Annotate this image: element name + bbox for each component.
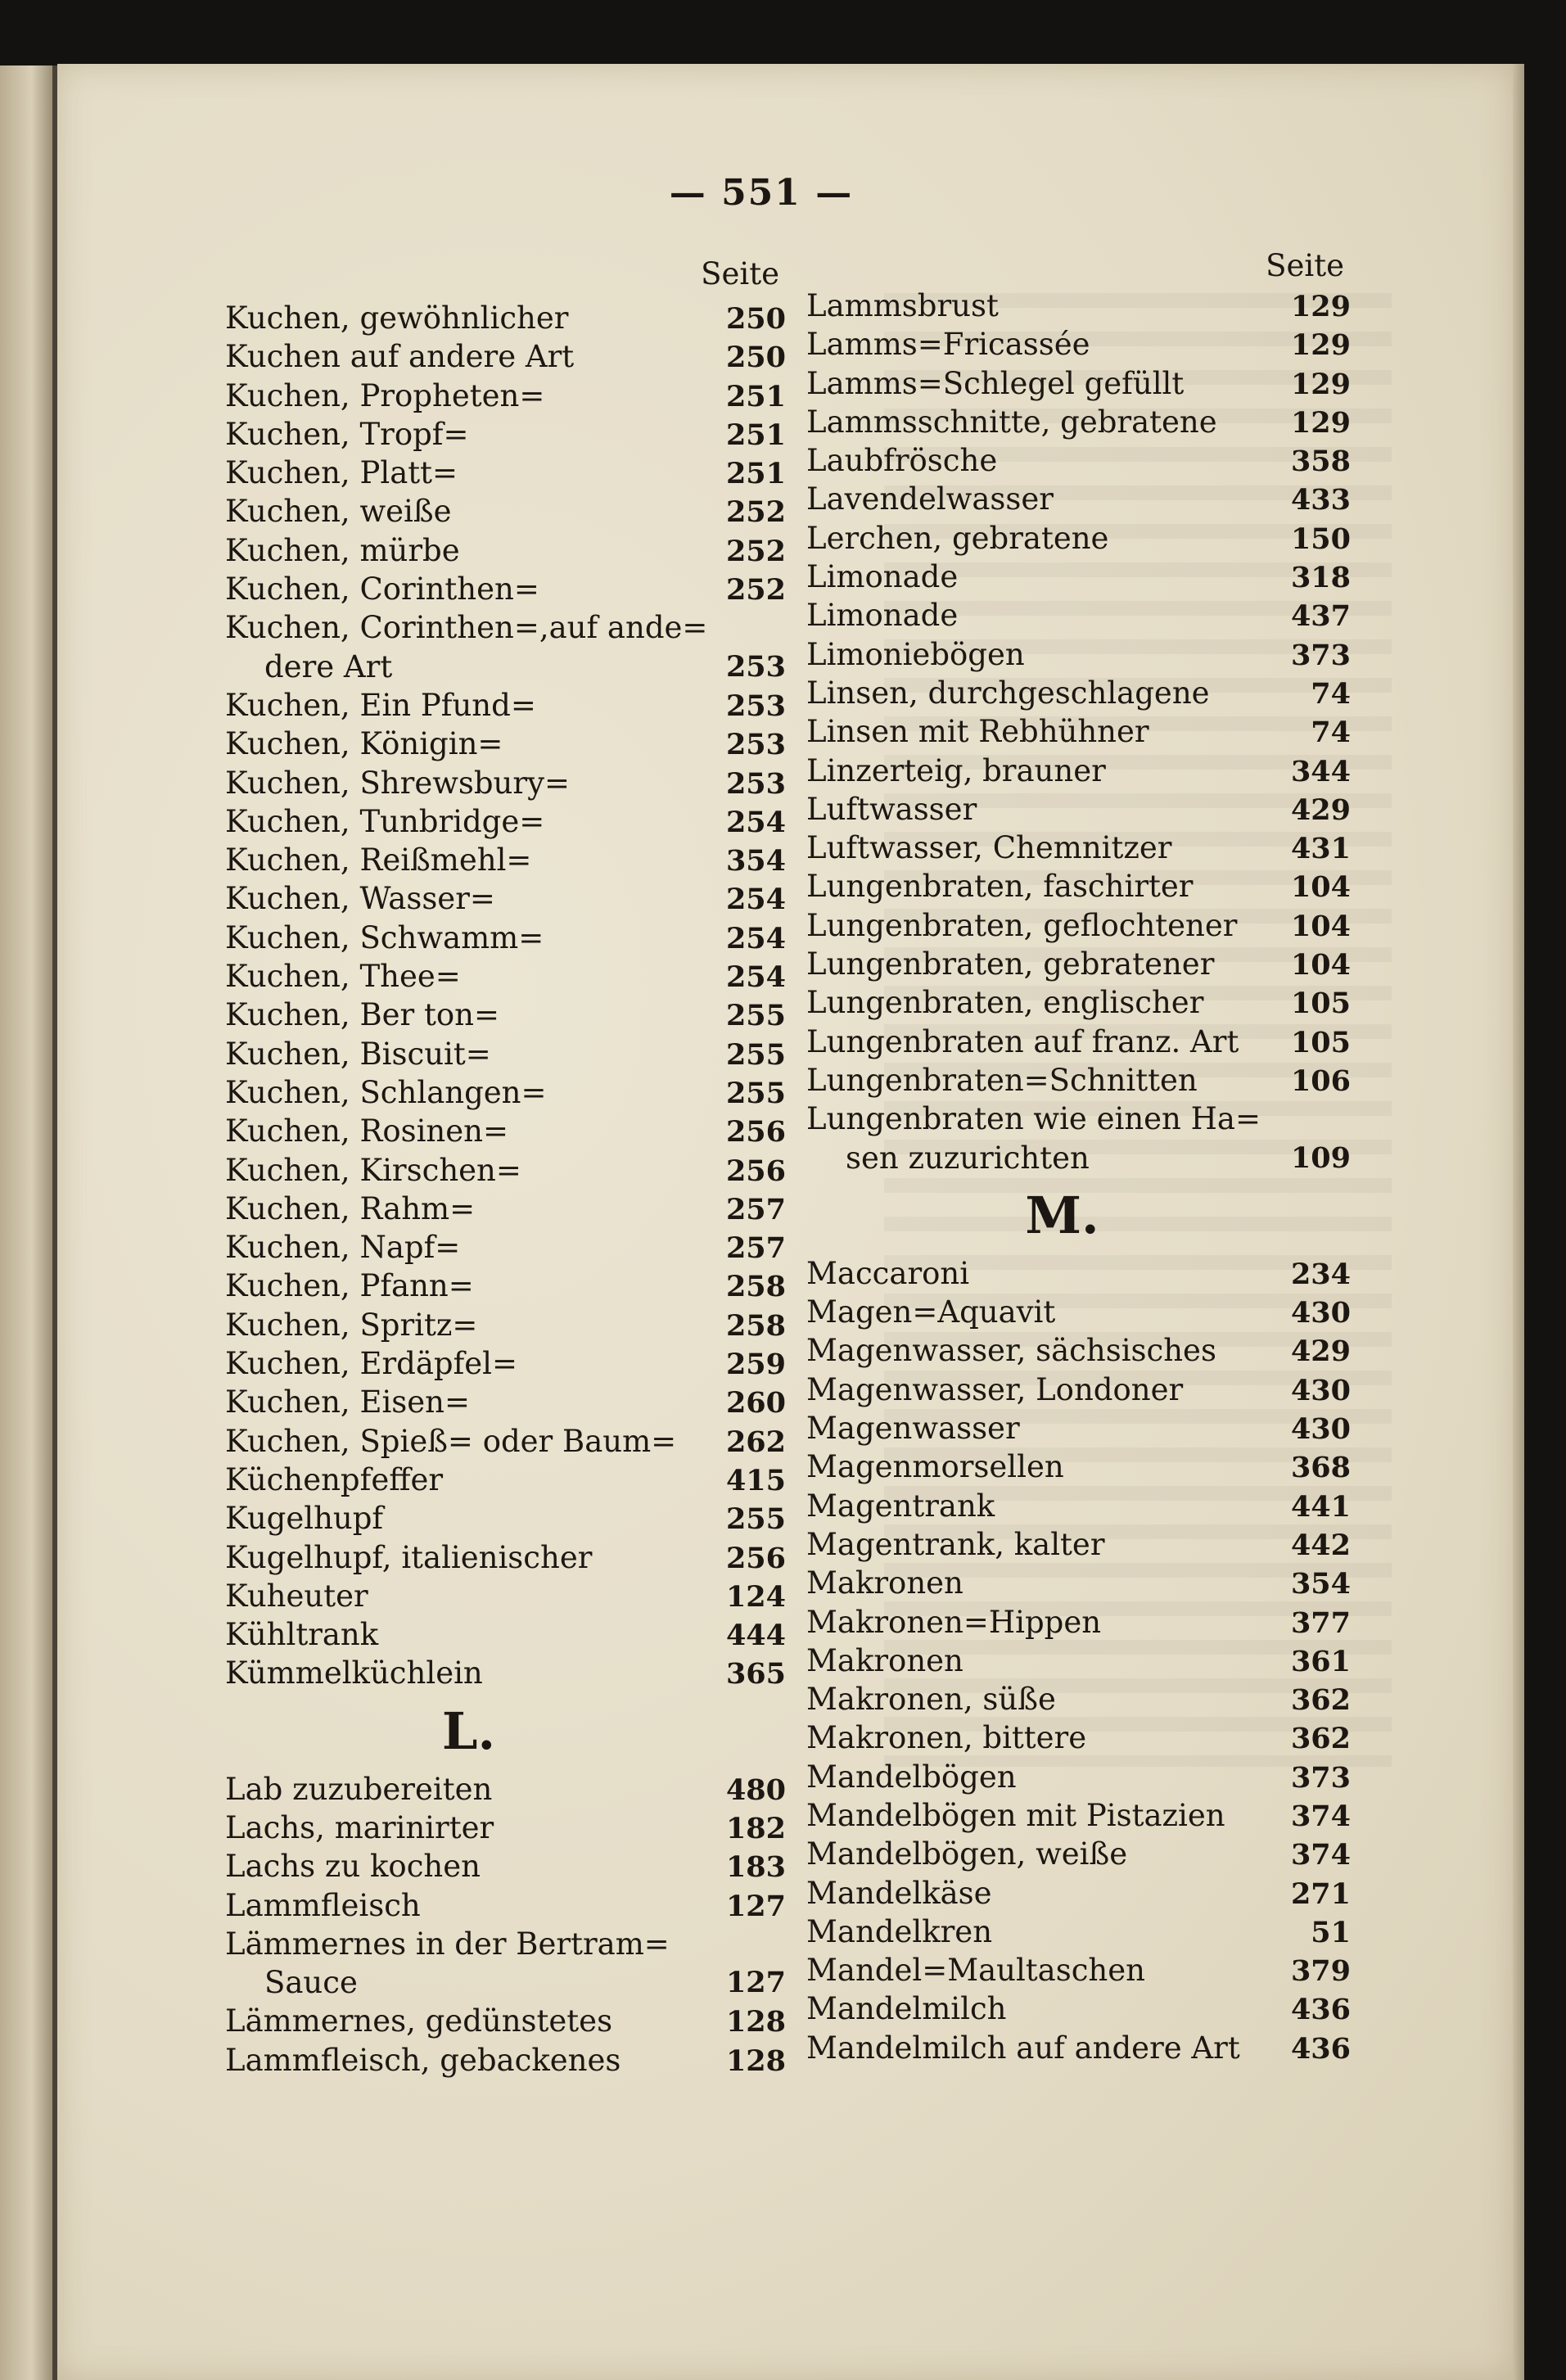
entry-page: 442 <box>1290 1528 1351 1562</box>
entry-list <box>806 287 1351 1177</box>
entry-term: Mandelkäse <box>806 1875 992 1911</box>
entry-term: Kuchen, Schlangen= <box>225 1074 547 1110</box>
entry-page: 318 <box>1290 561 1351 595</box>
entry-page: 128 <box>725 2044 786 2078</box>
entry-page: 362 <box>1290 1722 1351 1756</box>
entry-term: Lavendelwasser <box>806 481 1054 517</box>
index-entry <box>806 403 1351 441</box>
entry-term: Lammsbrust <box>806 288 999 323</box>
entry-page: 255 <box>725 1502 786 1537</box>
entry-term: Kuchen, Propheten= <box>225 377 545 413</box>
entry-page: 129 <box>1290 405 1351 440</box>
entry-term: Luftwasser <box>806 791 977 827</box>
entry-page: 365 <box>725 1657 786 1691</box>
entry-page: 253 <box>725 649 786 684</box>
entry-page: 441 <box>1290 1489 1351 1524</box>
seite-header-left: Seite <box>701 256 779 291</box>
entry-page: 255 <box>725 999 786 1033</box>
index-entry <box>806 1061 1351 1100</box>
index-entry <box>806 1874 1351 1913</box>
entry-page: 271 <box>1290 1876 1351 1911</box>
entry-term: Kuchen, Rosinen= <box>225 1113 508 1149</box>
entry-term: Kuchen, Rahm= <box>225 1190 476 1226</box>
entry-list <box>225 299 786 1693</box>
index-entry <box>225 1383 786 1421</box>
entry-term: Lungenbraten auf franz. Art <box>806 1023 1239 1059</box>
entry-term: Kuchen, Shrewsbury= <box>225 765 570 801</box>
entry-page: 256 <box>725 1154 786 1188</box>
entry-term-line1: Kuchen, Corinthen=,auf ande= <box>225 610 708 646</box>
entry-page: 129 <box>1290 328 1351 363</box>
index-entry <box>225 1461 786 1499</box>
entry-term: Kuchen, Ein Pfund= <box>225 687 536 723</box>
entry-term: Kuchen, Spritz= <box>225 1307 478 1343</box>
entry-term: Kuchen, Eisen= <box>225 1384 471 1420</box>
entry-page: 104 <box>1290 948 1351 982</box>
facing-page-edge <box>0 65 57 2380</box>
entry-page: 127 <box>725 1966 786 2000</box>
entry-page: 430 <box>1290 1296 1351 1330</box>
entry-term: Lamms=Schlegel gefüllt <box>806 365 1185 401</box>
index-entry <box>806 867 1351 905</box>
index-entry <box>806 441 1351 480</box>
entry-term-line2: dere Art <box>264 648 393 684</box>
index-entry <box>225 764 786 802</box>
entry-term: Kuchen, Reißmehl= <box>225 842 532 878</box>
entry-term-line2: sen zuzurichten <box>846 1140 1090 1176</box>
entry-page: 257 <box>725 1231 786 1266</box>
entry-page: 252 <box>725 534 786 568</box>
entry-term: Magenwasser, Londoner <box>806 1371 1184 1407</box>
entry-term: Mandelbögen <box>806 1759 1017 1795</box>
entry-page: 374 <box>1290 1799 1351 1833</box>
index-entry <box>806 712 1351 751</box>
index-entry <box>806 674 1351 712</box>
entry-page: 51 <box>1311 1915 1351 1949</box>
entry-page: 361 <box>1290 1644 1351 1678</box>
entry-term: Luftwasser, Chemnitzer <box>806 830 1172 866</box>
entry-page: 344 <box>1290 754 1351 788</box>
entry-term: Magen=Aquavit <box>806 1294 1056 1330</box>
entry-page: 104 <box>1290 870 1351 905</box>
entry-term: Kuchen, Tunbridge= <box>225 803 545 839</box>
entry-term: Kuchen, Schwamm= <box>225 919 544 955</box>
index-entry-wrapped <box>806 1100 1351 1177</box>
entry-term: Lamms=Fricassée <box>806 327 1090 363</box>
index-entry <box>806 1409 1351 1447</box>
entry-term: Kuchen, gewöhnlicher <box>225 300 569 336</box>
entry-page: 255 <box>725 1076 786 1110</box>
entry-term: Kuchen auf andere Art <box>225 339 575 375</box>
entry-term: Magenmorsellen <box>806 1449 1064 1485</box>
entry-term: Magenwasser <box>806 1411 1020 1447</box>
index-entry <box>225 1499 786 1538</box>
entry-page: 124 <box>725 1579 786 1614</box>
entry-term: Mandelkren <box>806 1913 993 1949</box>
index-entry <box>806 790 1351 829</box>
index-entry <box>225 1073 786 1112</box>
entry-page: 429 <box>1290 793 1351 827</box>
entry-term: Kümmelküchlein <box>225 1655 483 1691</box>
index-entry <box>806 1023 1351 1061</box>
entry-page: 254 <box>725 960 786 995</box>
entry-term: Laubfrösche <box>806 443 998 479</box>
index-entry <box>225 1847 786 1885</box>
index-entry <box>806 364 1351 403</box>
index-entry <box>225 1267 786 1305</box>
entry-term: Makronen, bittere <box>806 1720 1087 1756</box>
entry-page: 257 <box>725 1192 786 1226</box>
entry-term: Magenwasser, sächsisches <box>806 1333 1216 1369</box>
entry-page: 260 <box>725 1386 786 1420</box>
index-entry <box>225 1422 786 1461</box>
entry-page: 129 <box>1290 290 1351 323</box>
index-entry <box>806 325 1351 364</box>
index-entry <box>806 1642 1351 1680</box>
index-entry <box>225 1654 786 1692</box>
index-entry <box>225 996 786 1034</box>
entry-page: 234 <box>1290 1257 1351 1291</box>
entry-page: 258 <box>725 1270 786 1304</box>
entry-page: 429 <box>1290 1335 1351 1369</box>
index-entry <box>806 558 1351 596</box>
entry-page: 183 <box>725 1850 786 1885</box>
index-entry <box>225 957 786 996</box>
index-entry <box>225 1228 786 1267</box>
entry-term: Kuchen, Pfann= <box>225 1268 474 1304</box>
index-entry <box>225 1538 786 1577</box>
entry-term: Kuheuter <box>225 1578 368 1614</box>
entry-page: 109 <box>1290 1140 1351 1175</box>
index-entry <box>806 1525 1351 1564</box>
entry-page: 358 <box>1290 445 1351 479</box>
entry-term: Kugelhupf, italienischer <box>225 1539 593 1575</box>
entry-page: 436 <box>1290 1993 1351 2027</box>
entry-page: 368 <box>1290 1451 1351 1485</box>
index-entry-wrapped <box>225 608 786 686</box>
seite-header-right: Seite <box>1266 248 1344 283</box>
entry-page: 430 <box>1290 1373 1351 1407</box>
entry-page: 354 <box>725 844 786 878</box>
entry-term: Makronen <box>806 1565 964 1601</box>
entry-page: 437 <box>1290 599 1351 634</box>
entry-page: 379 <box>1290 1954 1351 1989</box>
entry-term: Mandelbögen mit Pistazien <box>806 1797 1225 1833</box>
entry-page: 127 <box>725 1889 786 1923</box>
index-entry <box>225 1577 786 1615</box>
index-entry <box>806 1254 1351 1293</box>
index-entry <box>225 492 786 531</box>
entry-page: 373 <box>1290 1760 1351 1795</box>
index-entry <box>806 1487 1351 1525</box>
entry-term: Lammfleisch, gebackenes <box>225 2042 621 2078</box>
entry-term: Limonade <box>806 598 959 634</box>
entry-page: 150 <box>1290 522 1351 556</box>
index-entry <box>225 1344 786 1383</box>
entry-page: 480 <box>725 1773 786 1807</box>
entry-term: Küchenpfeffer <box>225 1461 444 1497</box>
index-entry <box>225 725 786 763</box>
index-entry <box>806 1718 1351 1757</box>
entry-term: Kuchen, Erdäpfel= <box>225 1346 518 1382</box>
entry-page: 105 <box>1290 987 1351 1021</box>
index-entry <box>806 1680 1351 1718</box>
entry-term: Kuchen, Thee= <box>225 959 461 995</box>
index-entry <box>806 983 1351 1022</box>
entry-term: Lammsschnitte, gebratene <box>806 404 1217 440</box>
entry-page: 262 <box>725 1425 786 1459</box>
entry-page: 377 <box>1290 1605 1351 1640</box>
index-entry <box>806 1447 1351 1486</box>
entry-term: Kuchen, Tropf= <box>225 416 469 452</box>
index-entry <box>225 1151 786 1190</box>
entry-term-line2: Sauce <box>264 1965 358 2001</box>
index-entry <box>225 1770 786 1809</box>
index-entry <box>806 635 1351 674</box>
entry-page: 415 <box>725 1463 786 1497</box>
index-entry <box>806 1603 1351 1642</box>
index-entry <box>806 287 1351 325</box>
entry-term-line1: Lämmernes in der Bertram= <box>225 1926 670 1962</box>
index-entry <box>806 945 1351 983</box>
entry-page: 431 <box>1290 832 1351 866</box>
section-letter-l: L. <box>441 1700 496 1761</box>
entry-term <box>806 1100 1285 1177</box>
entry-page: 253 <box>725 728 786 762</box>
entry-term: Makronen=Hippen <box>806 1604 1102 1640</box>
entry-term: Mandel=Maultaschen <box>806 1953 1145 1989</box>
entry-term: Kuchen, Königin= <box>225 726 503 762</box>
entry-page: 254 <box>725 883 786 917</box>
entry-term: Lungenbraten, geflochtener <box>806 907 1238 943</box>
index-entry <box>225 337 786 376</box>
entry-page: 74 <box>1311 716 1351 750</box>
entry-page: 252 <box>725 495 786 530</box>
entry-term: Linsen, durchgeschlagene <box>806 675 1210 711</box>
entry-page: 354 <box>1290 1567 1351 1601</box>
entry-term: Magentrank, kalter <box>806 1526 1105 1562</box>
page-number: — 551 — <box>669 172 854 214</box>
entry-page: 259 <box>725 1348 786 1382</box>
entry-page: 250 <box>725 302 786 336</box>
index-entry <box>225 1306 786 1344</box>
entry-page: 251 <box>725 457 786 491</box>
entry-term: Linsen mit Rebhühner <box>806 714 1149 750</box>
entry-term <box>225 608 720 686</box>
entry-term: Lungenbraten, faschirter <box>806 869 1194 905</box>
entry-term: Mandelmilch auf andere Art <box>806 2030 1240 2066</box>
index-column-right <box>806 250 1351 2067</box>
entry-term: Limoniebögen <box>806 636 1025 672</box>
entry-page: 433 <box>1290 483 1351 517</box>
entry-term: Lungenbraten, gebratener <box>806 946 1215 982</box>
index-entry <box>806 1796 1351 1835</box>
entry-term: Limonade <box>806 559 959 595</box>
entry-term: Lerchen, gebratene <box>806 520 1109 556</box>
entry-term: Kugelhupf <box>225 1501 384 1537</box>
entry-page: 251 <box>725 418 786 452</box>
index-entry <box>806 1331 1351 1370</box>
index-entry <box>806 752 1351 790</box>
index-entry <box>225 1112 786 1150</box>
entry-page: 256 <box>725 1115 786 1149</box>
entry-term: Kuchen, Spieß= oder Baum= <box>225 1423 677 1459</box>
index-entry <box>225 919 786 957</box>
index-entry <box>806 1989 1351 2028</box>
index-entry <box>225 1190 786 1228</box>
index-entry <box>225 299 786 337</box>
entry-term: Lammfleisch <box>225 1887 421 1923</box>
entry-term: Kuchen, weiße <box>225 494 452 530</box>
index-entry <box>225 570 786 608</box>
index-entry <box>806 906 1351 945</box>
entry-term: Kühltrank <box>225 1617 379 1653</box>
entry-page: 253 <box>725 766 786 801</box>
entry-page: 129 <box>1290 367 1351 401</box>
entry-page: 436 <box>1290 2031 1351 2066</box>
index-entry <box>806 829 1351 867</box>
index-entry <box>806 1951 1351 1989</box>
index-entry-wrapped <box>225 1925 786 2003</box>
index-entry <box>806 1835 1351 1873</box>
index-entry <box>225 454 786 492</box>
entry-term: Linzerteig, brauner <box>806 752 1106 788</box>
entry-term: Kuchen, mürbe <box>225 532 460 568</box>
entry-term: Mandelmilch <box>806 1991 1007 2027</box>
index-entry <box>806 1758 1351 1796</box>
index-entry <box>225 802 786 841</box>
entry-page: 74 <box>1311 676 1351 711</box>
section-letter-m: M. <box>1025 1185 1099 1245</box>
index-entry <box>806 519 1351 558</box>
entry-page: 374 <box>1290 1838 1351 1872</box>
entry-page: 430 <box>1290 1412 1351 1447</box>
index-entry <box>225 1809 786 1847</box>
entry-page: 373 <box>1290 638 1351 672</box>
entry-term <box>225 1925 720 2003</box>
entry-page: 258 <box>725 1308 786 1343</box>
entry-page: 255 <box>725 1037 786 1072</box>
entry-page: 182 <box>725 1811 786 1845</box>
entry-page: 254 <box>725 805 786 839</box>
entry-term: Kuchen, Ber ton= <box>225 997 499 1033</box>
entry-page: 444 <box>725 1619 786 1653</box>
entry-page: 104 <box>1290 909 1351 943</box>
entry-list <box>806 1254 1351 2067</box>
entry-term-line1: Lungenbraten wie einen Ha= <box>806 1101 1261 1137</box>
index-entry <box>806 1564 1351 1602</box>
entry-term: Kuchen, Corinthen= <box>225 571 539 607</box>
entry-page: 362 <box>1290 1683 1351 1718</box>
entry-page: 252 <box>725 573 786 607</box>
entry-page: 105 <box>1290 1025 1351 1059</box>
index-entry <box>806 596 1351 635</box>
entry-list <box>225 1770 786 2080</box>
index-entry <box>225 1035 786 1073</box>
index-entry <box>225 531 786 570</box>
index-entry <box>225 841 786 879</box>
index-entry <box>225 377 786 415</box>
entry-page: 256 <box>725 1541 786 1575</box>
entry-term: Lungenbraten=Schnitten <box>806 1062 1198 1098</box>
index-entry <box>225 415 786 454</box>
entry-page: 106 <box>1290 1064 1351 1098</box>
entry-term: Maccaroni <box>806 1255 970 1291</box>
index-entry <box>806 1913 1351 1951</box>
entry-term: Kuchen, Kirschen= <box>225 1152 521 1188</box>
entry-term: Lachs zu kochen <box>225 1849 481 1885</box>
entry-term: Magentrank <box>806 1488 995 1524</box>
index-column-left <box>225 250 786 2080</box>
entry-term: Mandelbögen, weiße <box>806 1836 1128 1872</box>
entry-term: Kuchen, Biscuit= <box>225 1036 491 1072</box>
entry-page: 250 <box>725 341 786 375</box>
index-entry <box>225 1886 786 1925</box>
entry-term: Kuchen, Napf= <box>225 1230 461 1266</box>
index-entry <box>806 1371 1351 1409</box>
entry-term: Lämmernes, gedünstetes <box>225 2003 613 2039</box>
index-entry <box>806 2029 1351 2067</box>
entry-term: Kuchen, Platt= <box>225 455 458 491</box>
entry-term: Kuchen, Wasser= <box>225 881 495 917</box>
entry-page: 254 <box>725 921 786 955</box>
index-entry <box>225 686 786 725</box>
entry-term: Lachs, marinirter <box>225 1809 494 1845</box>
index-entry <box>225 2002 786 2040</box>
index-entry <box>806 1293 1351 1331</box>
entry-page: 128 <box>725 2005 786 2039</box>
index-entry <box>225 2041 786 2080</box>
entry-page: 251 <box>725 379 786 413</box>
entry-term: Makronen, süße <box>806 1682 1056 1718</box>
entry-term: Lab zuzubereiten <box>225 1771 493 1807</box>
entry-term: Makronen <box>806 1642 964 1678</box>
index-entry <box>225 1615 786 1654</box>
entry-page: 253 <box>725 689 786 723</box>
index-entry <box>225 879 786 918</box>
index-entry <box>806 480 1351 518</box>
entry-term: Lungenbraten, englischer <box>806 985 1204 1021</box>
